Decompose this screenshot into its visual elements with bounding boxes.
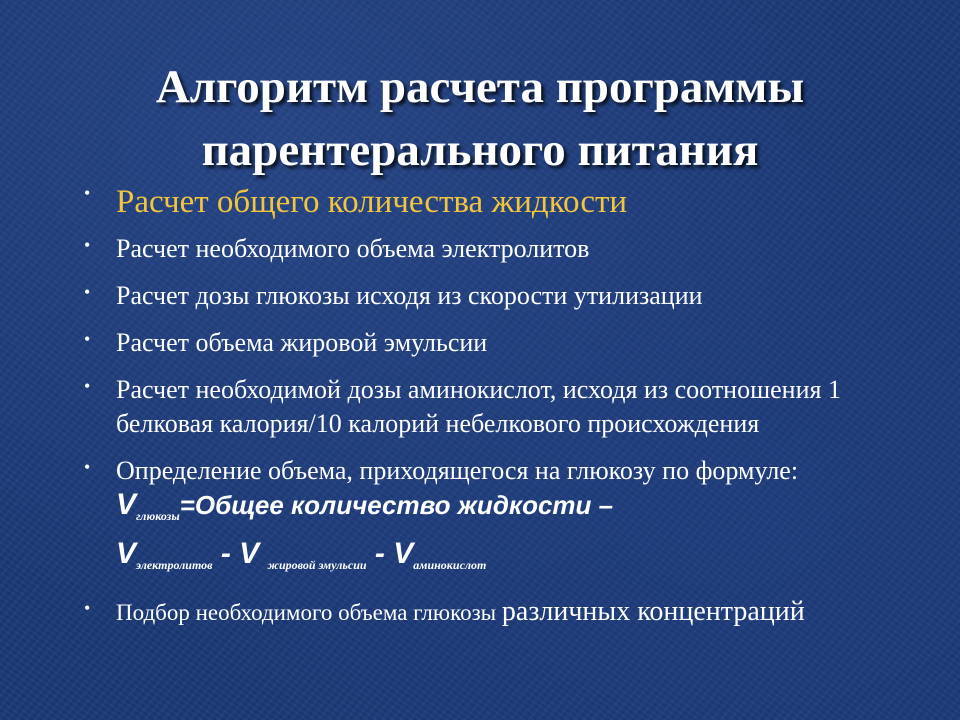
bullet-text: Расчет общего количества жидкости xyxy=(116,184,628,220)
bullet-item-fluid xyxy=(80,182,930,222)
bullet-text-start: Подбор необходимого объема глюкозы xyxy=(116,600,502,625)
bullet-dot-icon: • xyxy=(84,376,91,396)
bullet-dot-icon: • xyxy=(84,183,91,203)
formula-v-electrolytes: V xyxy=(116,537,137,570)
bullet-item-amino-acids xyxy=(80,373,930,441)
bullet-dot-icon: • xyxy=(84,329,91,349)
title-line-2: парентерального питания xyxy=(201,124,759,176)
title-line-1: Алгоритм расчета программы xyxy=(155,61,805,113)
bullet-text: Расчет дозы глюкозы исходя из скорости утилизации xyxy=(116,281,703,310)
glucose-volume-formula xyxy=(116,488,614,523)
bullet-text: Определение объема, приходящегося на глюкозу по формуле: xyxy=(116,456,799,485)
formula-sub-glucose: глюкозы xyxy=(136,509,180,523)
bullet-item-lipid-emulsion xyxy=(80,326,930,360)
bullet-dot-icon: • xyxy=(84,598,91,618)
bullet-item-glucose-selection xyxy=(80,595,930,630)
formula-minus-amino: - V xyxy=(366,537,414,570)
bullet-item-glucose-dose xyxy=(80,279,930,313)
formula-sub-electrolytes: электролитов xyxy=(136,558,213,572)
formula-sub-amino: аминокислот xyxy=(413,558,487,572)
bullet-text: Расчет необходимой дозы аминокислот, исходя из соотношения 1 белковая калория/10 калорий небелкового происхождения xyxy=(116,375,841,438)
bullet-dot-icon: • xyxy=(84,235,91,255)
formula-second-line xyxy=(116,537,930,582)
bullet-text: Расчет объема жировой эмульсии xyxy=(116,328,488,357)
formula-sub-lipid: жировой эмульсии xyxy=(267,558,367,572)
bullet-text-end: различных концентраций xyxy=(501,596,805,627)
bullet-item-electrolytes xyxy=(80,232,930,266)
formula-minus-lipid: - V xyxy=(212,537,268,570)
bullet-list xyxy=(80,182,930,643)
bullet-text: Расчет необходимого объема электролитов xyxy=(116,234,590,263)
bullet-dot-icon: • xyxy=(84,282,91,302)
bullet-dot-icon: • xyxy=(84,457,91,477)
formula-equals: =Общее количество жидкости – xyxy=(179,490,614,520)
bullet-item-glucose-volume xyxy=(80,454,930,582)
slide-title xyxy=(0,56,960,182)
formula-v-glucose: V xyxy=(116,488,137,521)
